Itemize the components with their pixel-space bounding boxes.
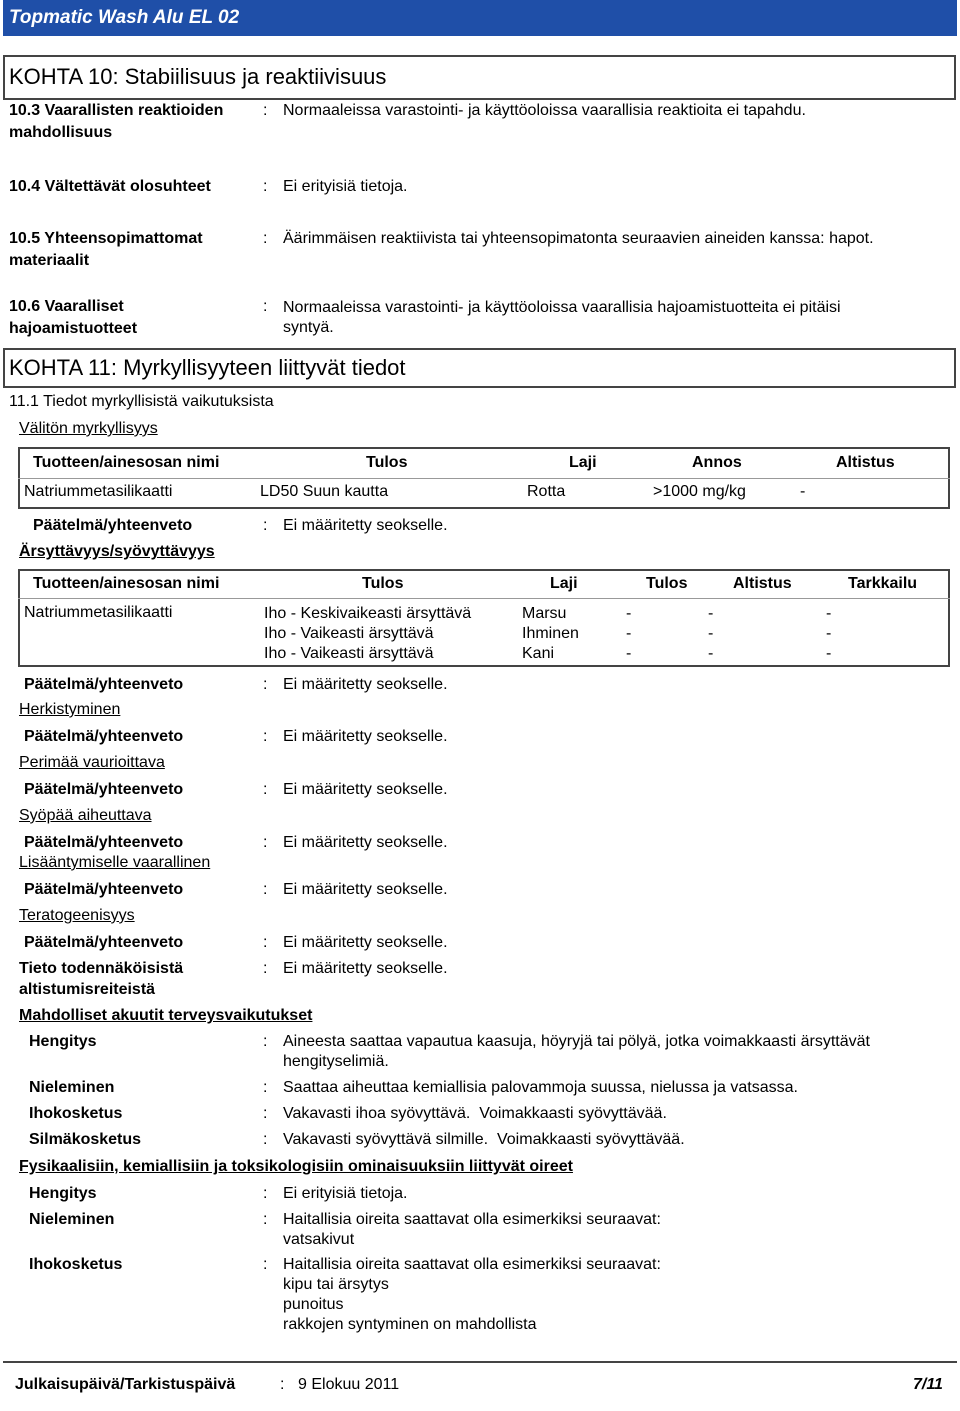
col-header-name: Tuotteen/ainesosan nimi — [33, 575, 220, 592]
ingestion-label: Nieleminen — [29, 1079, 115, 1096]
ingestion-label: Nieleminen — [29, 1211, 115, 1228]
carcinogenicity-heading: Syöpää aiheuttava — [19, 807, 152, 824]
inhalation-value: Aineesta saattaa vapautua kaasuja, höyryjä tai pölyä, jotka voimakkaasti ärsyttävät hengityselimiä. — [283, 1033, 870, 1070]
conclusion-label: Päätelmä/yhteenveto — [33, 517, 193, 534]
col-header-name: Tuotteen/ainesosan nimi — [33, 454, 220, 471]
incompatible-materials-label: 10.5 Yhteensopimattomat materiaalit — [9, 230, 203, 269]
footer-date-label: Julkaisupäivä/Tarkistuspäivä — [15, 1376, 236, 1393]
footer-date: 9 Elokuu 2011 — [298, 1376, 400, 1393]
mutagenicity-heading: Perimää vaurioittava — [19, 754, 165, 771]
eye-contact-label: Silmäkosketus — [29, 1131, 142, 1148]
colon: : — [263, 781, 268, 798]
conclusion-label: Päätelmä/yhteenveto — [24, 834, 184, 851]
colon: : — [263, 1185, 268, 1202]
conclusion-value: Ei määritetty seokselle. — [283, 781, 448, 798]
table-divider — [18, 598, 950, 599]
exposure-routes-label: Tieto todennäköisistä altistumisreiteistä — [19, 960, 184, 998]
colon: : — [263, 178, 268, 195]
acute-effects-heading: Mahdolliset akuutit terveysvaikutukset — [19, 1007, 313, 1024]
conclusion-value: Ei määritetty seokselle. — [283, 728, 448, 745]
table-cell: Rotta — [527, 483, 566, 500]
ingestion-value: Saattaa aiheuttaa kemiallisia palovammoja suussa, nielussa ja vatsassa. — [283, 1079, 798, 1096]
table-cell: LD50 Suun kautta — [260, 483, 389, 500]
conditions-to-avoid-value: Ei erityisiä tietoja. — [283, 178, 408, 195]
colon: : — [263, 934, 268, 951]
col-header-result: Tulos — [366, 454, 408, 471]
eye-contact-value: Vakavasti syövyttävä silmille. Voimakkaasti syövyttävää. — [283, 1131, 685, 1148]
conclusion-value: Ei määritetty seokselle. — [283, 676, 448, 693]
exposure-cell: - - - — [708, 605, 714, 662]
decomposition-products-label: 10.6 Vaaralliset hajoamistuotteet — [9, 298, 138, 337]
skin-contact-value: Vakavasti ihoa syövyttävä. Voimakkaasti syövyttävää. — [283, 1105, 667, 1122]
acute-toxicity-heading: Välitön myrkyllisyys — [19, 420, 158, 437]
col-header-dose: Annos — [692, 454, 742, 471]
colon: : — [263, 102, 268, 119]
decomposition-products-value: Normaaleissa varastointi- ja käyttöoloissa vaarallisia hajoamistuotteita ei pitäisi syntyä. — [283, 299, 841, 336]
conclusion-value: Ei määritetty seokselle. — [283, 881, 448, 898]
colon: : — [263, 1033, 268, 1050]
symptom-ingestion-value: Haitallisia oireita saattavat olla esimerkiksi seuraavat: vatsakivut — [283, 1211, 661, 1248]
conditions-to-avoid-label: 10.4 Vältettävät olosuhteet — [9, 178, 211, 195]
colon: : — [263, 1131, 268, 1148]
colon: : — [263, 517, 268, 534]
conclusion-value: Ei määritetty seokselle. — [283, 517, 448, 534]
exposure-routes-value: Ei määritetty seokselle. — [283, 960, 448, 977]
conclusion-label: Päätelmä/yhteenveto — [24, 676, 184, 693]
colon: : — [263, 1079, 268, 1096]
incompatible-materials-value: Äärimmäisen reaktiivista tai yhteensopimatonta seuraavien aineiden kanssa: hapot. — [283, 230, 874, 247]
conclusion-label: Päätelmä/yhteenveto — [24, 934, 184, 951]
conclusion-value: Ei määritetty seokselle. — [283, 834, 448, 851]
colon: : — [263, 230, 268, 247]
colon: : — [263, 298, 268, 315]
species-cell: Marsu Ihminen Kani — [522, 605, 579, 662]
subsection-title: 11.1 Tiedot myrkyllisistä vaikutuksista — [9, 393, 274, 410]
table-cell: >1000 mg/kg — [653, 483, 746, 500]
colon: : — [263, 881, 268, 898]
table-divider — [18, 478, 950, 479]
colon: : — [263, 1105, 268, 1122]
conclusion-label: Päätelmä/yhteenveto — [24, 781, 184, 798]
colon: : — [263, 1211, 268, 1228]
col-header-species: Laji — [569, 454, 597, 471]
skin-contact-label: Ihokosketus — [29, 1105, 123, 1122]
conclusion-label: Päätelmä/yhteenveto — [24, 881, 184, 898]
symptom-inhalation-value: Ei erityisiä tietoja. — [283, 1185, 408, 1202]
conclusion-label: Päätelmä/yhteenveto — [24, 728, 184, 745]
col-header-exposure: Altistus — [836, 454, 895, 471]
skin-contact-label: Ihokosketus — [29, 1256, 123, 1273]
sensitization-heading: Herkistyminen — [19, 701, 121, 718]
col-header-score: Tulos — [646, 575, 688, 592]
reactivity-label: 10.3 Vaarallisten reaktioiden mahdollisuus — [9, 102, 224, 141]
score-cell: - - - — [626, 605, 632, 662]
conclusion-value: Ei määritetty seokselle. — [283, 934, 448, 951]
inhalation-label: Hengitys — [29, 1033, 97, 1050]
col-header-observation: Tarkkailu — [848, 575, 918, 592]
colon: : — [263, 834, 268, 851]
results-cell: Iho - Keskivaikeasti ärsyttävä Iho - Vaikeasti ärsyttävä Iho - Vaikeasti ärsyttävä — [264, 605, 472, 662]
observation-cell: - - - — [826, 605, 832, 662]
symptom-skin-value: Haitallisia oireita saattavat olla esimerkiksi seuraavat: kipu tai ärsytys punoitus rakkojen syntyminen on mahdollista — [283, 1256, 661, 1333]
reproductive-toxicity-heading: Lisääntymiselle vaarallinen — [19, 854, 211, 871]
table-cell: Natriummetasilikaatti — [24, 604, 173, 621]
reactivity-value: Normaaleissa varastointi- ja käyttöoloissa vaarallisia reaktioita ei tapahdu. — [283, 102, 806, 119]
section-11-title: KOHTA 11: Myrkyllisyyteen liittyvät tiedot — [9, 355, 406, 380]
symptoms-heading: Fysikaalisiin, kemiallisiin ja toksikologisiin ominaisuuksiin liittyvät oireet — [19, 1158, 573, 1175]
inhalation-label: Hengitys — [29, 1185, 97, 1202]
col-header-species: Laji — [550, 575, 578, 592]
table-cell: - — [800, 483, 806, 500]
footer-colon: : — [280, 1376, 285, 1393]
colon: : — [263, 1256, 268, 1273]
section-10-title: KOHTA 10: Stabiilisuus ja reaktiivisuus — [9, 64, 387, 89]
teratogenicity-heading: Teratogeenisyys — [19, 907, 135, 924]
colon: : — [263, 728, 268, 745]
document-title: Topmatic Wash Alu EL 02 — [9, 7, 240, 28]
col-header-result: Tulos — [362, 575, 404, 592]
col-header-exposure: Altistus — [733, 575, 792, 592]
table-cell: Natriummetasilikaatti — [24, 483, 173, 500]
colon: : — [263, 960, 268, 977]
irritation-heading: Ärsyttävyys/syövyttävyys — [19, 543, 215, 560]
footer-rule — [3, 1361, 957, 1363]
colon: : — [263, 676, 268, 693]
page-number: 7/11 — [913, 1376, 943, 1393]
